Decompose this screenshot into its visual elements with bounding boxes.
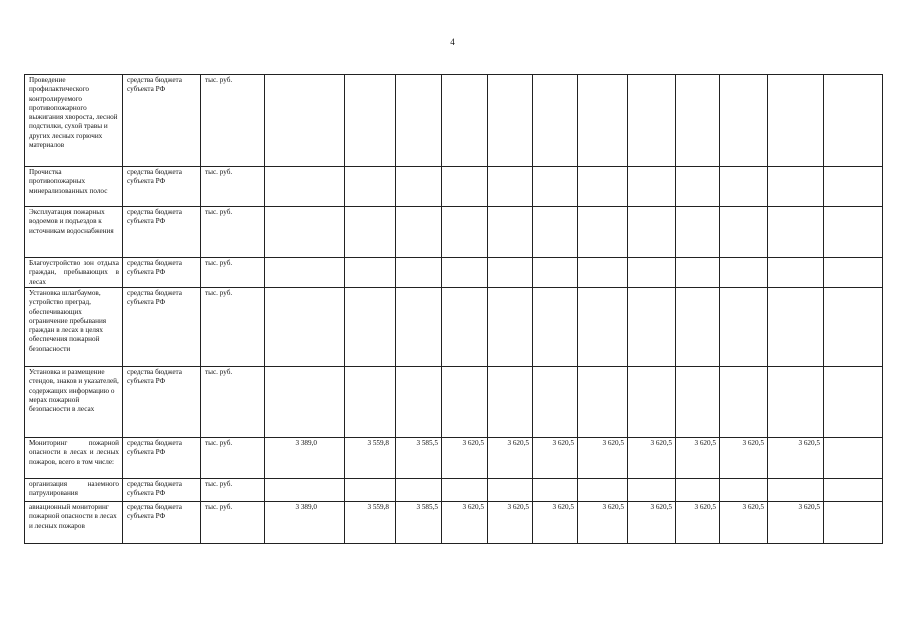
value-cell [442, 367, 488, 438]
value-cell [533, 502, 578, 544]
measure-name-cell [25, 502, 123, 544]
unit-cell-text: тыс. руб. [205, 76, 233, 84]
table-row [25, 438, 883, 479]
value-cell [578, 167, 628, 207]
funding-source-cell-text: средства бюджета субъекта РФ [127, 259, 182, 277]
value-cell [628, 207, 676, 258]
value-cell [676, 438, 720, 479]
measure-name-cell [25, 75, 123, 167]
value-cell [533, 438, 578, 479]
value-cell [676, 75, 720, 167]
value-cell-text: 3 389,0 [295, 503, 317, 511]
value-cell [768, 288, 824, 367]
value-cell [265, 367, 345, 438]
funding-source-cell-text: средства бюджета субъекта РФ [127, 168, 182, 186]
value-cell [442, 207, 488, 258]
value-cell [824, 75, 883, 167]
value-cell [578, 479, 628, 502]
value-cell [720, 75, 768, 167]
value-cell [768, 479, 824, 502]
value-cell [396, 367, 442, 438]
value-cell [628, 479, 676, 502]
funding-source-cell-text: средства бюджета субъекта РФ [127, 439, 182, 457]
funding-source-cell [123, 438, 201, 479]
value-cell [628, 367, 676, 438]
value-cell [488, 167, 533, 207]
funding-source-cell [123, 167, 201, 207]
value-cell [345, 438, 396, 479]
unit-cell [201, 479, 265, 502]
value-cell [720, 167, 768, 207]
value-cell [488, 75, 533, 167]
table-row [25, 367, 883, 438]
measure-name-cell-text: Благоустройство зон отдыха граждан, пребывающих в лесах [29, 259, 119, 286]
measure-name-cell-text: Установка и размещение стендов, знаков и указателей, содержащих информацию о мерах пожарной безопасности в лесах [29, 368, 119, 414]
value-cell [533, 479, 578, 502]
value-cell [265, 207, 345, 258]
unit-cell [201, 207, 265, 258]
value-cell [676, 288, 720, 367]
value-cell [442, 258, 488, 288]
table-body [25, 75, 883, 544]
measure-name-cell-text: Прочистка противопожарных минерализованных полос [29, 168, 108, 195]
unit-cell [201, 288, 265, 367]
value-cell [345, 207, 396, 258]
budget-table [24, 74, 883, 544]
unit-cell [201, 502, 265, 544]
measure-name-cell-text: организация наземного патрулирования [29, 480, 119, 498]
measure-name-cell-text: авиационный мониторинг пожарной опасности в лесах и лесных пожаров [29, 503, 117, 530]
value-cell [396, 479, 442, 502]
value-cell [676, 502, 720, 544]
value-cell [442, 75, 488, 167]
value-cell [442, 438, 488, 479]
value-cell-text: 3 620,5 [462, 503, 484, 511]
value-cell [628, 167, 676, 207]
value-cell [396, 75, 442, 167]
value-cell [578, 502, 628, 544]
value-cell-text: 3 620,5 [694, 503, 716, 511]
funding-source-cell [123, 207, 201, 258]
value-cell [768, 167, 824, 207]
measure-name-cell-text: Установка шлагбаумов, устройство преград, обеспечивающих ограничение пребывания граждан в лесах в целях обеспечения пожарной безопасности [29, 289, 107, 353]
value-cell-text: 3 620,5 [552, 503, 574, 511]
value-cell [345, 288, 396, 367]
value-cell-text: 3 620,5 [507, 439, 529, 447]
value-cell [533, 207, 578, 258]
unit-cell-text: тыс. руб. [205, 208, 233, 216]
value-cell-text: 3 620,5 [798, 503, 820, 511]
value-cell-text: 3 559,8 [367, 503, 389, 511]
unit-cell-text: тыс. руб. [205, 259, 233, 267]
value-cell [345, 502, 396, 544]
value-cell [578, 258, 628, 288]
value-cell [533, 167, 578, 207]
measure-name-cell [25, 167, 123, 207]
unit-cell-text: тыс. руб. [205, 439, 233, 447]
value-cell [442, 502, 488, 544]
value-cell [533, 75, 578, 167]
value-cell [676, 367, 720, 438]
value-cell-text: 3 620,5 [552, 439, 574, 447]
value-cell-text: 3 620,5 [798, 439, 820, 447]
unit-cell [201, 258, 265, 288]
value-cell-text: 3 620,5 [462, 439, 484, 447]
value-cell-text: 3 559,8 [367, 439, 389, 447]
value-cell [628, 502, 676, 544]
funding-source-cell-text: средства бюджета субъекта РФ [127, 76, 182, 94]
measure-name-cell-text: Мониторинг пожарной опасности в лесах и лесных пожаров, всего в том числе: [29, 439, 119, 466]
value-cell [533, 367, 578, 438]
funding-source-cell [123, 367, 201, 438]
value-cell [768, 207, 824, 258]
funding-source-cell [123, 479, 201, 502]
value-cell [265, 438, 345, 479]
table-row [25, 75, 883, 167]
value-cell [768, 502, 824, 544]
value-cell [442, 288, 488, 367]
value-cell [720, 288, 768, 367]
value-cell [578, 288, 628, 367]
funding-source-cell-text: средства бюджета субъекта РФ [127, 289, 182, 307]
value-cell [533, 258, 578, 288]
page-number: 4 [450, 37, 455, 47]
value-cell [265, 288, 345, 367]
value-cell-text: 3 620,5 [507, 503, 529, 511]
value-cell [488, 258, 533, 288]
value-cell [628, 438, 676, 479]
value-cell [442, 479, 488, 502]
value-cell-text: 3 620,5 [742, 439, 764, 447]
measure-name-cell [25, 288, 123, 367]
value-cell [628, 75, 676, 167]
value-cell [345, 367, 396, 438]
value-cell [265, 75, 345, 167]
value-cell [676, 207, 720, 258]
value-cell [396, 258, 442, 288]
measure-name-cell [25, 258, 123, 288]
measure-name-cell-text: Эксплуатация пожарных водоемов и подъездов к источникам водоснабжения [29, 208, 114, 235]
value-cell-text: 3 620,5 [602, 439, 624, 447]
funding-source-cell-text: средства бюджета субъекта РФ [127, 480, 182, 498]
value-cell [768, 258, 824, 288]
value-cell-text: 3 585,5 [416, 439, 438, 447]
value-cell [578, 75, 628, 167]
value-cell [824, 502, 883, 544]
value-cell [488, 207, 533, 258]
value-cell [824, 288, 883, 367]
value-cell [824, 167, 883, 207]
value-cell [488, 502, 533, 544]
value-cell [345, 258, 396, 288]
value-cell [824, 258, 883, 288]
table-row [25, 167, 883, 207]
value-cell [578, 367, 628, 438]
unit-cell [201, 75, 265, 167]
measure-name-cell-text: Проведение профилактического контролируемого противопожарного выжигания хвороста, лесной подстилки, сухой травы и других лесных горючих материалов [29, 76, 118, 150]
value-cell [768, 438, 824, 479]
value-cell-text: 3 585,5 [416, 503, 438, 511]
value-cell [488, 438, 533, 479]
value-cell [720, 502, 768, 544]
table-row [25, 288, 883, 367]
table-row [25, 502, 883, 544]
funding-source-cell [123, 502, 201, 544]
value-cell [720, 479, 768, 502]
unit-cell [201, 438, 265, 479]
value-cell [488, 479, 533, 502]
value-cell [265, 502, 345, 544]
value-cell [628, 258, 676, 288]
funding-source-cell [123, 258, 201, 288]
value-cell [396, 167, 442, 207]
value-cell-text: 3 620,5 [650, 439, 672, 447]
value-cell-text: 3 620,5 [742, 503, 764, 511]
funding-source-cell-text: средства бюджета субъекта РФ [127, 503, 182, 521]
value-cell-text: 3 620,5 [650, 503, 672, 511]
value-cell [720, 258, 768, 288]
value-cell [720, 367, 768, 438]
value-cell [676, 167, 720, 207]
value-cell [824, 367, 883, 438]
value-cell [720, 207, 768, 258]
value-cell-text: 3 389,0 [295, 439, 317, 447]
value-cell [396, 502, 442, 544]
value-cell [345, 167, 396, 207]
unit-cell-text: тыс. руб. [205, 168, 233, 176]
unit-cell [201, 367, 265, 438]
unit-cell-text: тыс. руб. [205, 503, 233, 511]
value-cell-text: 3 620,5 [694, 439, 716, 447]
value-cell [488, 367, 533, 438]
value-cell [265, 167, 345, 207]
value-cell [824, 479, 883, 502]
measure-name-cell [25, 207, 123, 258]
measure-name-cell [25, 367, 123, 438]
value-cell [396, 288, 442, 367]
measure-name-cell [25, 438, 123, 479]
funding-source-cell [123, 75, 201, 167]
value-cell [345, 479, 396, 502]
table-row [25, 207, 883, 258]
value-cell [345, 75, 396, 167]
value-cell [578, 438, 628, 479]
value-cell [720, 438, 768, 479]
value-cell [824, 207, 883, 258]
value-cell [396, 207, 442, 258]
value-cell [676, 258, 720, 288]
value-cell [824, 438, 883, 479]
value-cell [628, 288, 676, 367]
funding-source-cell [123, 288, 201, 367]
table-row [25, 479, 883, 502]
funding-source-cell-text: средства бюджета субъекта РФ [127, 208, 182, 226]
value-cell [676, 479, 720, 502]
unit-cell [201, 167, 265, 207]
unit-cell-text: тыс. руб. [205, 480, 233, 488]
value-cell [768, 75, 824, 167]
unit-cell-text: тыс. руб. [205, 289, 233, 297]
funding-source-cell-text: средства бюджета субъекта РФ [127, 368, 182, 386]
value-cell [488, 288, 533, 367]
value-cell-text: 3 620,5 [602, 503, 624, 511]
unit-cell-text: тыс. руб. [205, 368, 233, 376]
value-cell [265, 258, 345, 288]
value-cell [396, 438, 442, 479]
value-cell [442, 167, 488, 207]
value-cell [768, 367, 824, 438]
value-cell [265, 479, 345, 502]
value-cell [533, 288, 578, 367]
value-cell [578, 207, 628, 258]
measure-name-cell [25, 479, 123, 502]
table-row [25, 258, 883, 288]
